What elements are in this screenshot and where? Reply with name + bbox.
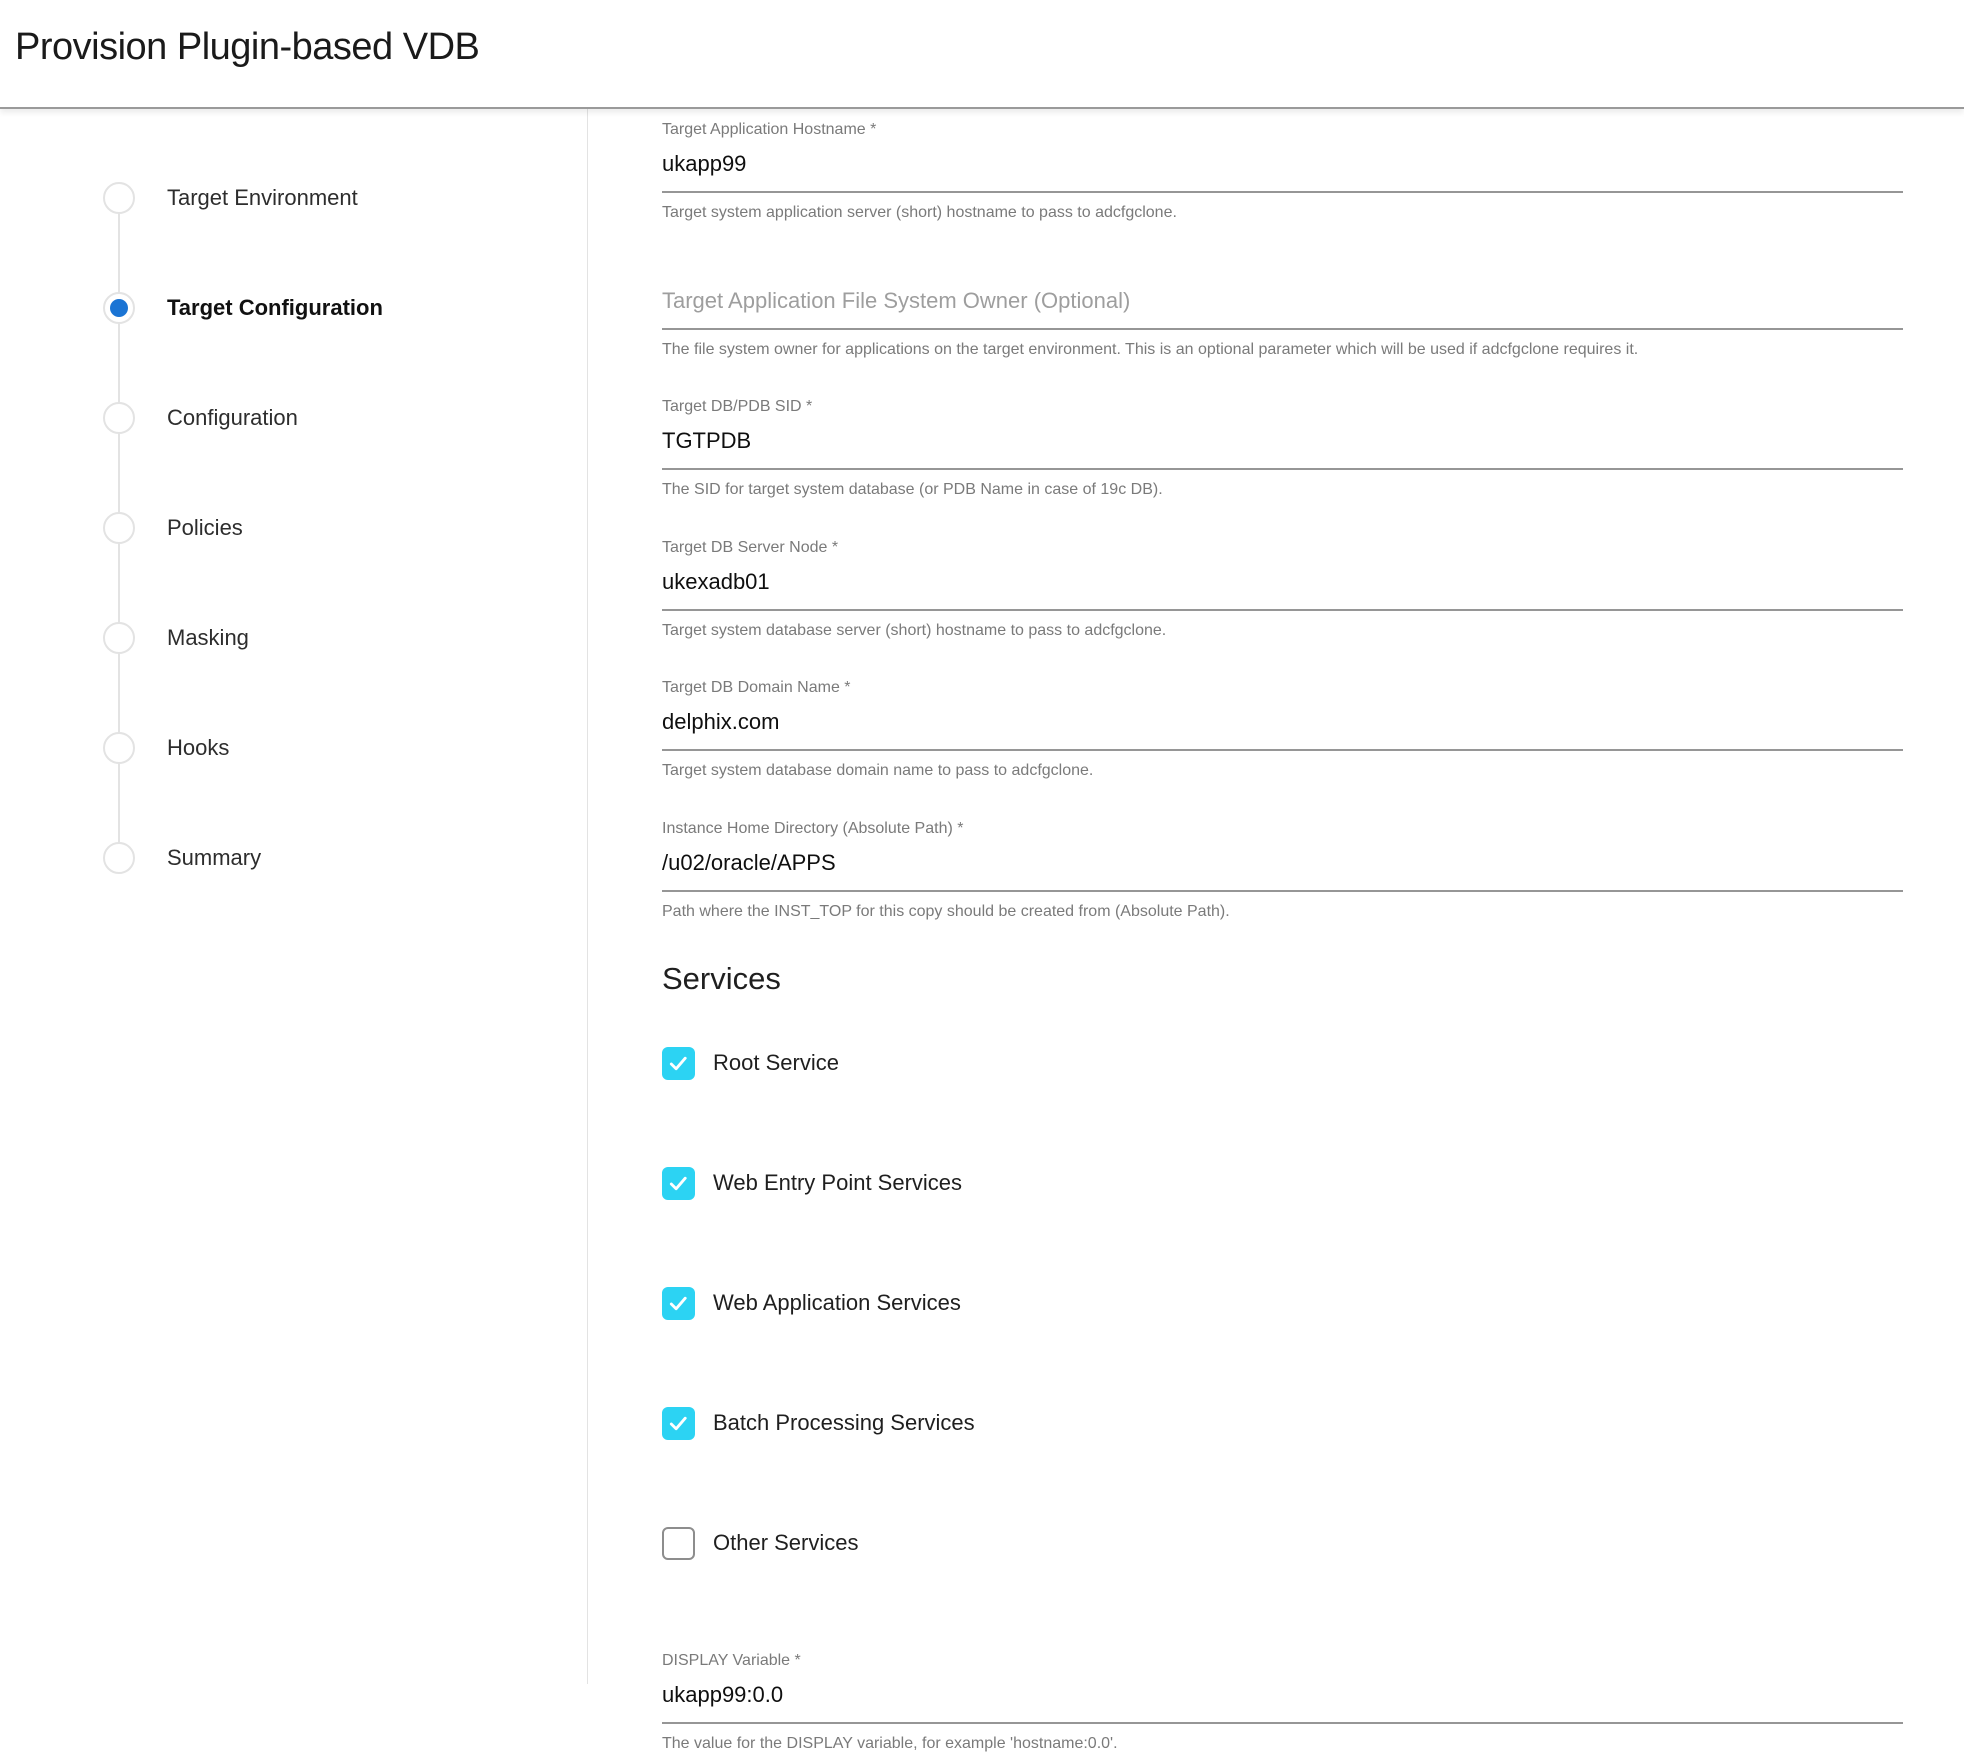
target-application-hostname-input[interactable] — [662, 143, 1903, 193]
step-circle-icon — [103, 182, 135, 214]
step-label: Hooks — [167, 735, 230, 760]
web-entry-point-services-checkbox-row[interactable] — [662, 1167, 1903, 1200]
step-label: Target Configuration — [167, 295, 383, 320]
checkbox-icon[interactable] — [662, 1167, 695, 1200]
step-circle-icon — [103, 732, 135, 764]
batch-processing-services-checkbox-row[interactable] — [662, 1407, 1903, 1440]
target-db-pdb-sid-input[interactable] — [662, 420, 1903, 470]
field-help: Target system database server (short) hostname to pass to adcfgclone. — [662, 621, 1167, 639]
step-masking[interactable] — [0, 583, 587, 693]
checkmark-icon — [667, 1052, 690, 1075]
display-variable-input[interactable] — [662, 1674, 1903, 1724]
root-service-checkbox-row[interactable] — [662, 1047, 1903, 1080]
field-help: The value for the DISPLAY variable, for example 'hostname:0.0'. — [662, 1734, 1118, 1752]
step-label: Target Environment — [167, 185, 358, 210]
target-application-hostname-field — [662, 121, 1903, 224]
service-label: Other Services — [713, 1530, 859, 1556]
step-circle-icon — [103, 402, 135, 434]
service-label: Web Entry Point Services — [713, 1170, 963, 1196]
checkmark-icon — [667, 1172, 690, 1195]
service-label: Web Application Services — [713, 1290, 961, 1316]
checkbox-icon[interactable] — [662, 1407, 695, 1440]
step-label: Summary — [167, 845, 262, 870]
step-target-configuration[interactable] — [0, 253, 587, 363]
instance-home-directory-field — [662, 820, 1903, 923]
stepper — [0, 143, 587, 913]
field-help: The SID for target system database (or PDB Name in case of 19c DB). — [662, 481, 1163, 499]
instance-home-directory-input[interactable] — [662, 842, 1903, 892]
field-label: Target DB/PDB SID * — [662, 398, 813, 416]
service-label: Batch Processing Services — [713, 1410, 975, 1436]
step-summary[interactable] — [0, 803, 587, 913]
field-label: Target DB Domain Name * — [662, 679, 851, 697]
checkbox-icon[interactable] — [662, 1287, 695, 1320]
target-application-fs-owner-input[interactable] — [662, 280, 1903, 330]
target-db-server-node-input[interactable] — [662, 561, 1903, 611]
step-label: Policies — [167, 515, 243, 540]
checkbox-icon[interactable] — [662, 1047, 695, 1080]
field-help: The file system owner for applications on the target environment. This is an optional parameter which will be used if adcfgclone requires it. — [662, 340, 1639, 358]
step-target-environment[interactable] — [0, 143, 587, 253]
field-help: Target system application server (short) hostname to pass to adcfgclone. — [662, 204, 1177, 221]
page-title: Provision Plugin-based VDB — [15, 26, 480, 68]
field-help: Target system database domain name to pass to adcfgclone. — [662, 762, 1094, 780]
target-db-pdb-sid-field — [662, 398, 1903, 501]
service-label: Root Service — [713, 1050, 839, 1076]
checkmark-icon — [667, 1292, 690, 1315]
checkbox-icon[interactable] — [662, 1527, 695, 1560]
wizard-stepper-panel — [0, 109, 588, 1684]
step-label: Masking — [167, 625, 249, 650]
step-configuration[interactable] — [0, 363, 587, 473]
display-variable-field — [662, 1652, 1903, 1754]
target-db-server-node-field — [662, 539, 1903, 642]
checkmark-icon — [667, 1412, 690, 1435]
step-circle-icon — [103, 292, 135, 324]
target-configuration-form — [588, 109, 1964, 1752]
other-services-checkbox-row[interactable] — [662, 1527, 1903, 1560]
field-label: Instance Home Directory (Absolute Path) * — [662, 819, 964, 837]
field-label: Target Application Hostname * — [662, 121, 877, 138]
target-db-domain-name-input[interactable] — [662, 701, 1903, 751]
target-application-fs-owner-field — [662, 280, 1903, 361]
field-label: Target DB Server Node * — [662, 538, 839, 556]
wizard-header — [0, 0, 1964, 109]
wizard-body — [0, 109, 1964, 1752]
step-hooks[interactable] — [0, 693, 587, 803]
field-label: DISPLAY Variable * — [662, 1651, 801, 1669]
field-help: Path where the INST_TOP for this copy should be created from (Absolute Path). — [662, 902, 1230, 920]
step-circle-icon — [103, 842, 135, 874]
step-circle-icon — [103, 512, 135, 544]
step-circle-icon — [103, 622, 135, 654]
services-heading: Services — [662, 960, 781, 996]
step-label: Configuration — [167, 405, 298, 430]
step-policies[interactable] — [0, 473, 587, 583]
web-application-services-checkbox-row[interactable] — [662, 1287, 1903, 1320]
target-db-domain-name-field — [662, 679, 1903, 782]
